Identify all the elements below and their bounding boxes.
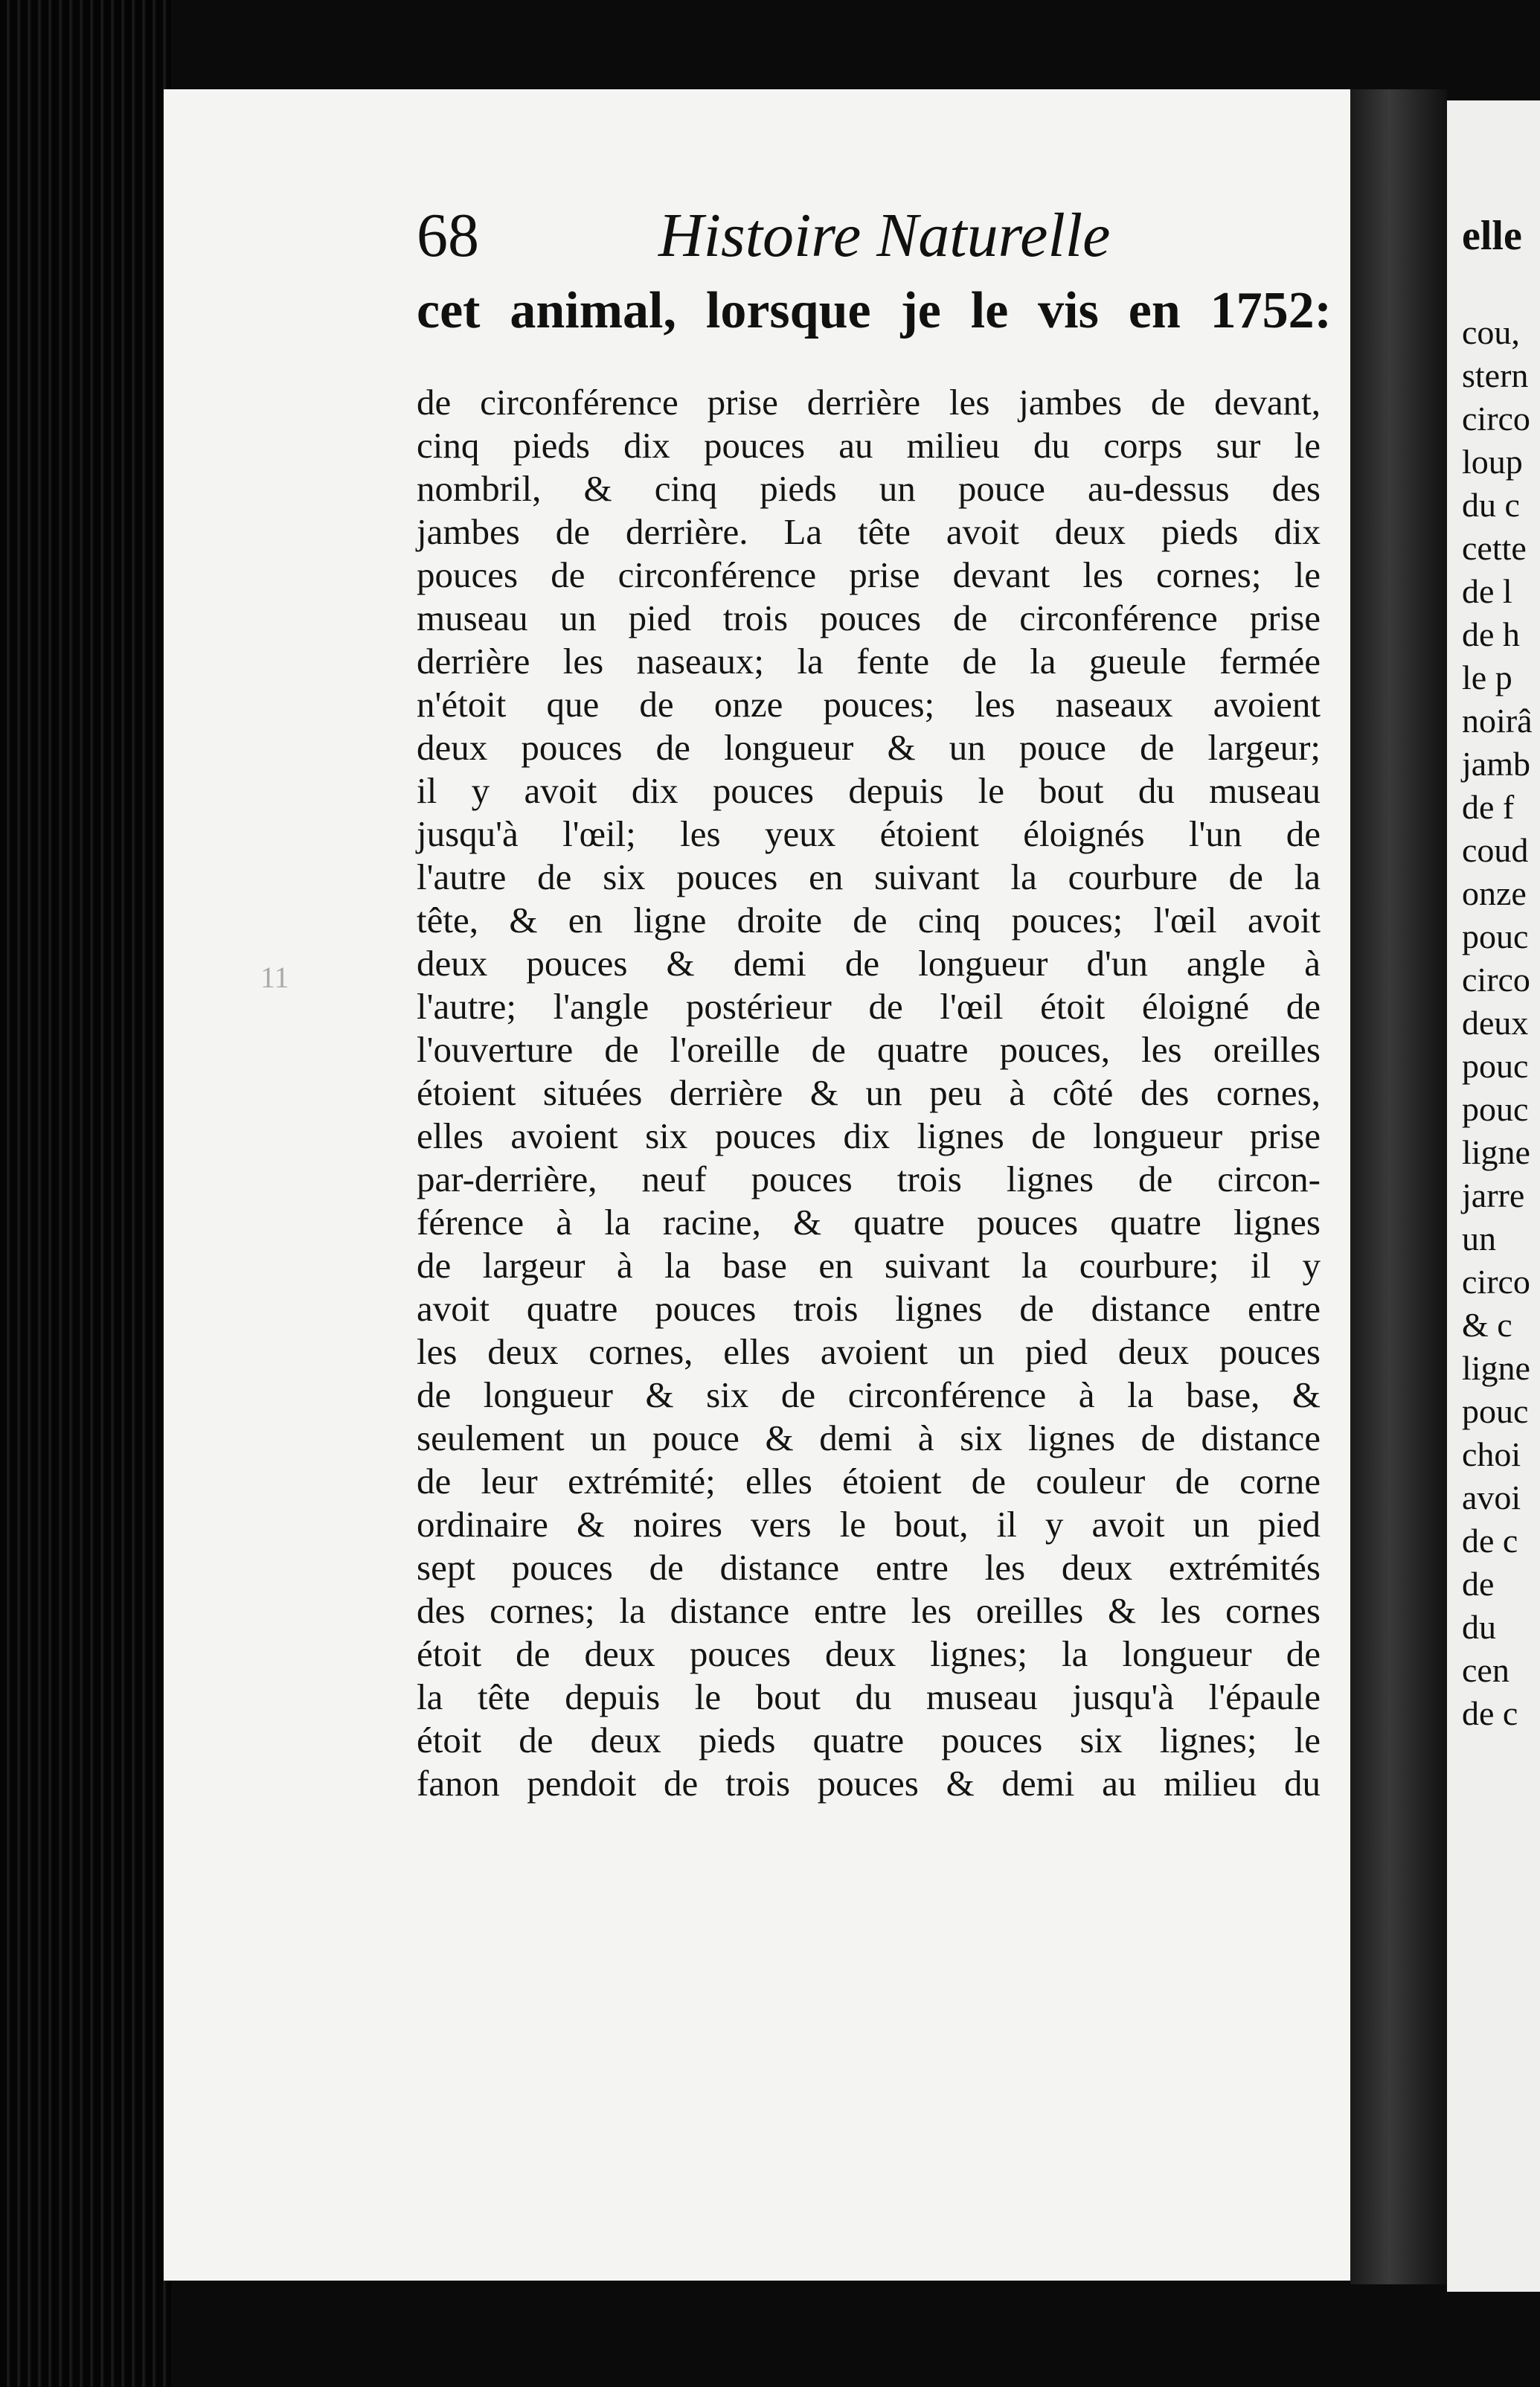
text-line: de circonférence prise derrière les jambes de devant,: [417, 382, 1321, 423]
facing-page-fragment: circo: [1462, 400, 1530, 438]
text-line: cinq pieds dix pouces au milieu du corps sur le: [417, 425, 1321, 466]
text-line: tête, & en ligne droite de cinq pouces; l'œil avoit: [417, 900, 1321, 941]
facing-page-fragment: ligne: [1462, 1133, 1530, 1171]
margin-mark: 11: [260, 961, 289, 994]
text-line: des cornes; la distance entre les oreilles & les cornes: [417, 1590, 1321, 1631]
text-line: jambes de derrière. La tête avoit deux pieds dix: [417, 511, 1321, 552]
text-line: il y avoit dix pouces depuis le bout du museau: [417, 770, 1321, 811]
facing-page-fragment: circo: [1462, 1263, 1530, 1301]
text-line: de longueur & six de circonférence à la base, &: [417, 1374, 1321, 1415]
text-line: les deux cornes, elles avoient un pied deux pouces: [417, 1331, 1321, 1372]
facing-page-fragment: de c: [1462, 1694, 1518, 1732]
text-line: l'autre de six pouces en suivant la courbure de la: [417, 856, 1321, 897]
facing-page-fragment: pouc: [1462, 1392, 1529, 1430]
text-line: sept pouces de distance entre les deux extrémités: [417, 1547, 1321, 1588]
text-line: n'étoit que de onze pouces; les naseaux avoient: [417, 684, 1321, 725]
facing-page-text: [1462, 213, 1533, 1735]
page-header: [417, 199, 1332, 271]
facing-page-fragment: & c: [1462, 1306, 1512, 1344]
text-line: nombril, & cinq pieds un pouce au-dessus des: [417, 468, 1321, 509]
text-line: avoit quatre pouces trois lignes de distance entre: [417, 1288, 1321, 1329]
facing-page-fragment: de l: [1462, 572, 1512, 610]
facing-page-fragment: de h: [1462, 615, 1520, 653]
text-line: étoit de deux pouces deux lignes; la longueur de: [417, 1633, 1321, 1674]
text-line: fanon pendoit de trois pouces & demi au milieu du: [417, 1763, 1321, 1804]
text-line: étoit de deux pieds quatre pouces six lignes; le: [417, 1720, 1321, 1760]
text-line: la tête depuis le bout du museau jusqu'à l'épaule: [417, 1676, 1321, 1717]
facing-page-fragment: jamb: [1462, 745, 1530, 783]
text-line: ordinaire & noires vers le bout, il y avoit un pied: [417, 1504, 1321, 1545]
text-line: jusqu'à l'œil; les yeux étoient éloignés l'un de: [417, 813, 1321, 854]
facing-page-fragment: pouc: [1462, 1047, 1529, 1085]
facing-page-fragment: du: [1462, 1608, 1496, 1646]
facing-page-fragment: le p: [1462, 659, 1512, 696]
lead-line: cet animal, lorsque je le vis en 1752:: [417, 282, 1332, 339]
facing-page-fragment: jarre: [1462, 1176, 1525, 1214]
page-number: 68: [417, 201, 479, 270]
page-edge-shadow: [1350, 89, 1447, 2284]
text-line: pouces de circonférence prise devant les cornes; le: [417, 554, 1321, 595]
facing-page-fragment: du c: [1462, 486, 1520, 524]
facing-page-fragment: avoi: [1462, 1478, 1521, 1516]
facing-page-fragment: choi: [1462, 1435, 1521, 1473]
facing-page-fragment: stern: [1462, 356, 1529, 394]
text-line: museau un pied trois pouces de circonférence prise: [417, 597, 1321, 638]
facing-page: [1447, 100, 1540, 2292]
facing-page-fragment: pouc: [1462, 1090, 1529, 1128]
facing-page-fragment: circo: [1462, 961, 1530, 999]
facing-page-fragment: onze: [1462, 874, 1527, 912]
facing-page-fragment: un: [1462, 1220, 1496, 1257]
facing-page-fragment: loup: [1462, 443, 1523, 481]
running-title: Histoire Naturelle: [658, 201, 1111, 270]
text-line: de leur extrémité; elles étoient de couleur de corne: [417, 1461, 1321, 1502]
facing-page-fragment: noirâ: [1462, 702, 1533, 740]
facing-page-fragment: de: [1462, 1565, 1495, 1603]
facing-page-fragment: deux: [1462, 1004, 1529, 1042]
text-line: derrière les naseaux; la fente de la gueule fermée: [417, 641, 1321, 682]
facing-page-fragment: cette: [1462, 529, 1527, 567]
text-line: l'ouverture de l'oreille de quatre pouces, les oreilles: [417, 1029, 1321, 1070]
facing-page-fragment: ligne: [1462, 1349, 1530, 1387]
book-spine-gutter: [0, 0, 171, 2387]
text-line: deux pouces de longueur & un pouce de largeur;: [417, 727, 1321, 768]
text-line: de largeur à la base en suivant la courbure; il y: [417, 1245, 1321, 1286]
text-line: seulement un pouce & demi à six lignes de distance: [417, 1417, 1321, 1458]
text-line: férence à la racine, & quatre pouces quatre lignes: [417, 1202, 1321, 1243]
text-line: étoient situées derrière & un peu à côté des cornes,: [417, 1072, 1321, 1113]
text-line: elles avoient six pouces dix lignes de longueur prise: [417, 1115, 1321, 1156]
facing-page-fragment: cou,: [1462, 313, 1520, 351]
text-line: l'autre; l'angle postérieur de l'œil étoit éloigné de: [417, 986, 1321, 1027]
facing-page-lead: elle: [1462, 213, 1522, 259]
facing-page-fragment: coud: [1462, 831, 1529, 869]
facing-page-fragment: de c: [1462, 1522, 1518, 1560]
facing-page-fragment: pouc: [1462, 917, 1529, 955]
text-line: par-derrière, neuf pouces trois lignes de circon-: [417, 1159, 1321, 1199]
text-line: deux pouces & demi de longueur d'un angle à: [417, 943, 1321, 984]
body-text: [417, 381, 1321, 1805]
facing-page-fragment: cen: [1462, 1651, 1509, 1689]
facing-page-fragment: de f: [1462, 788, 1515, 826]
